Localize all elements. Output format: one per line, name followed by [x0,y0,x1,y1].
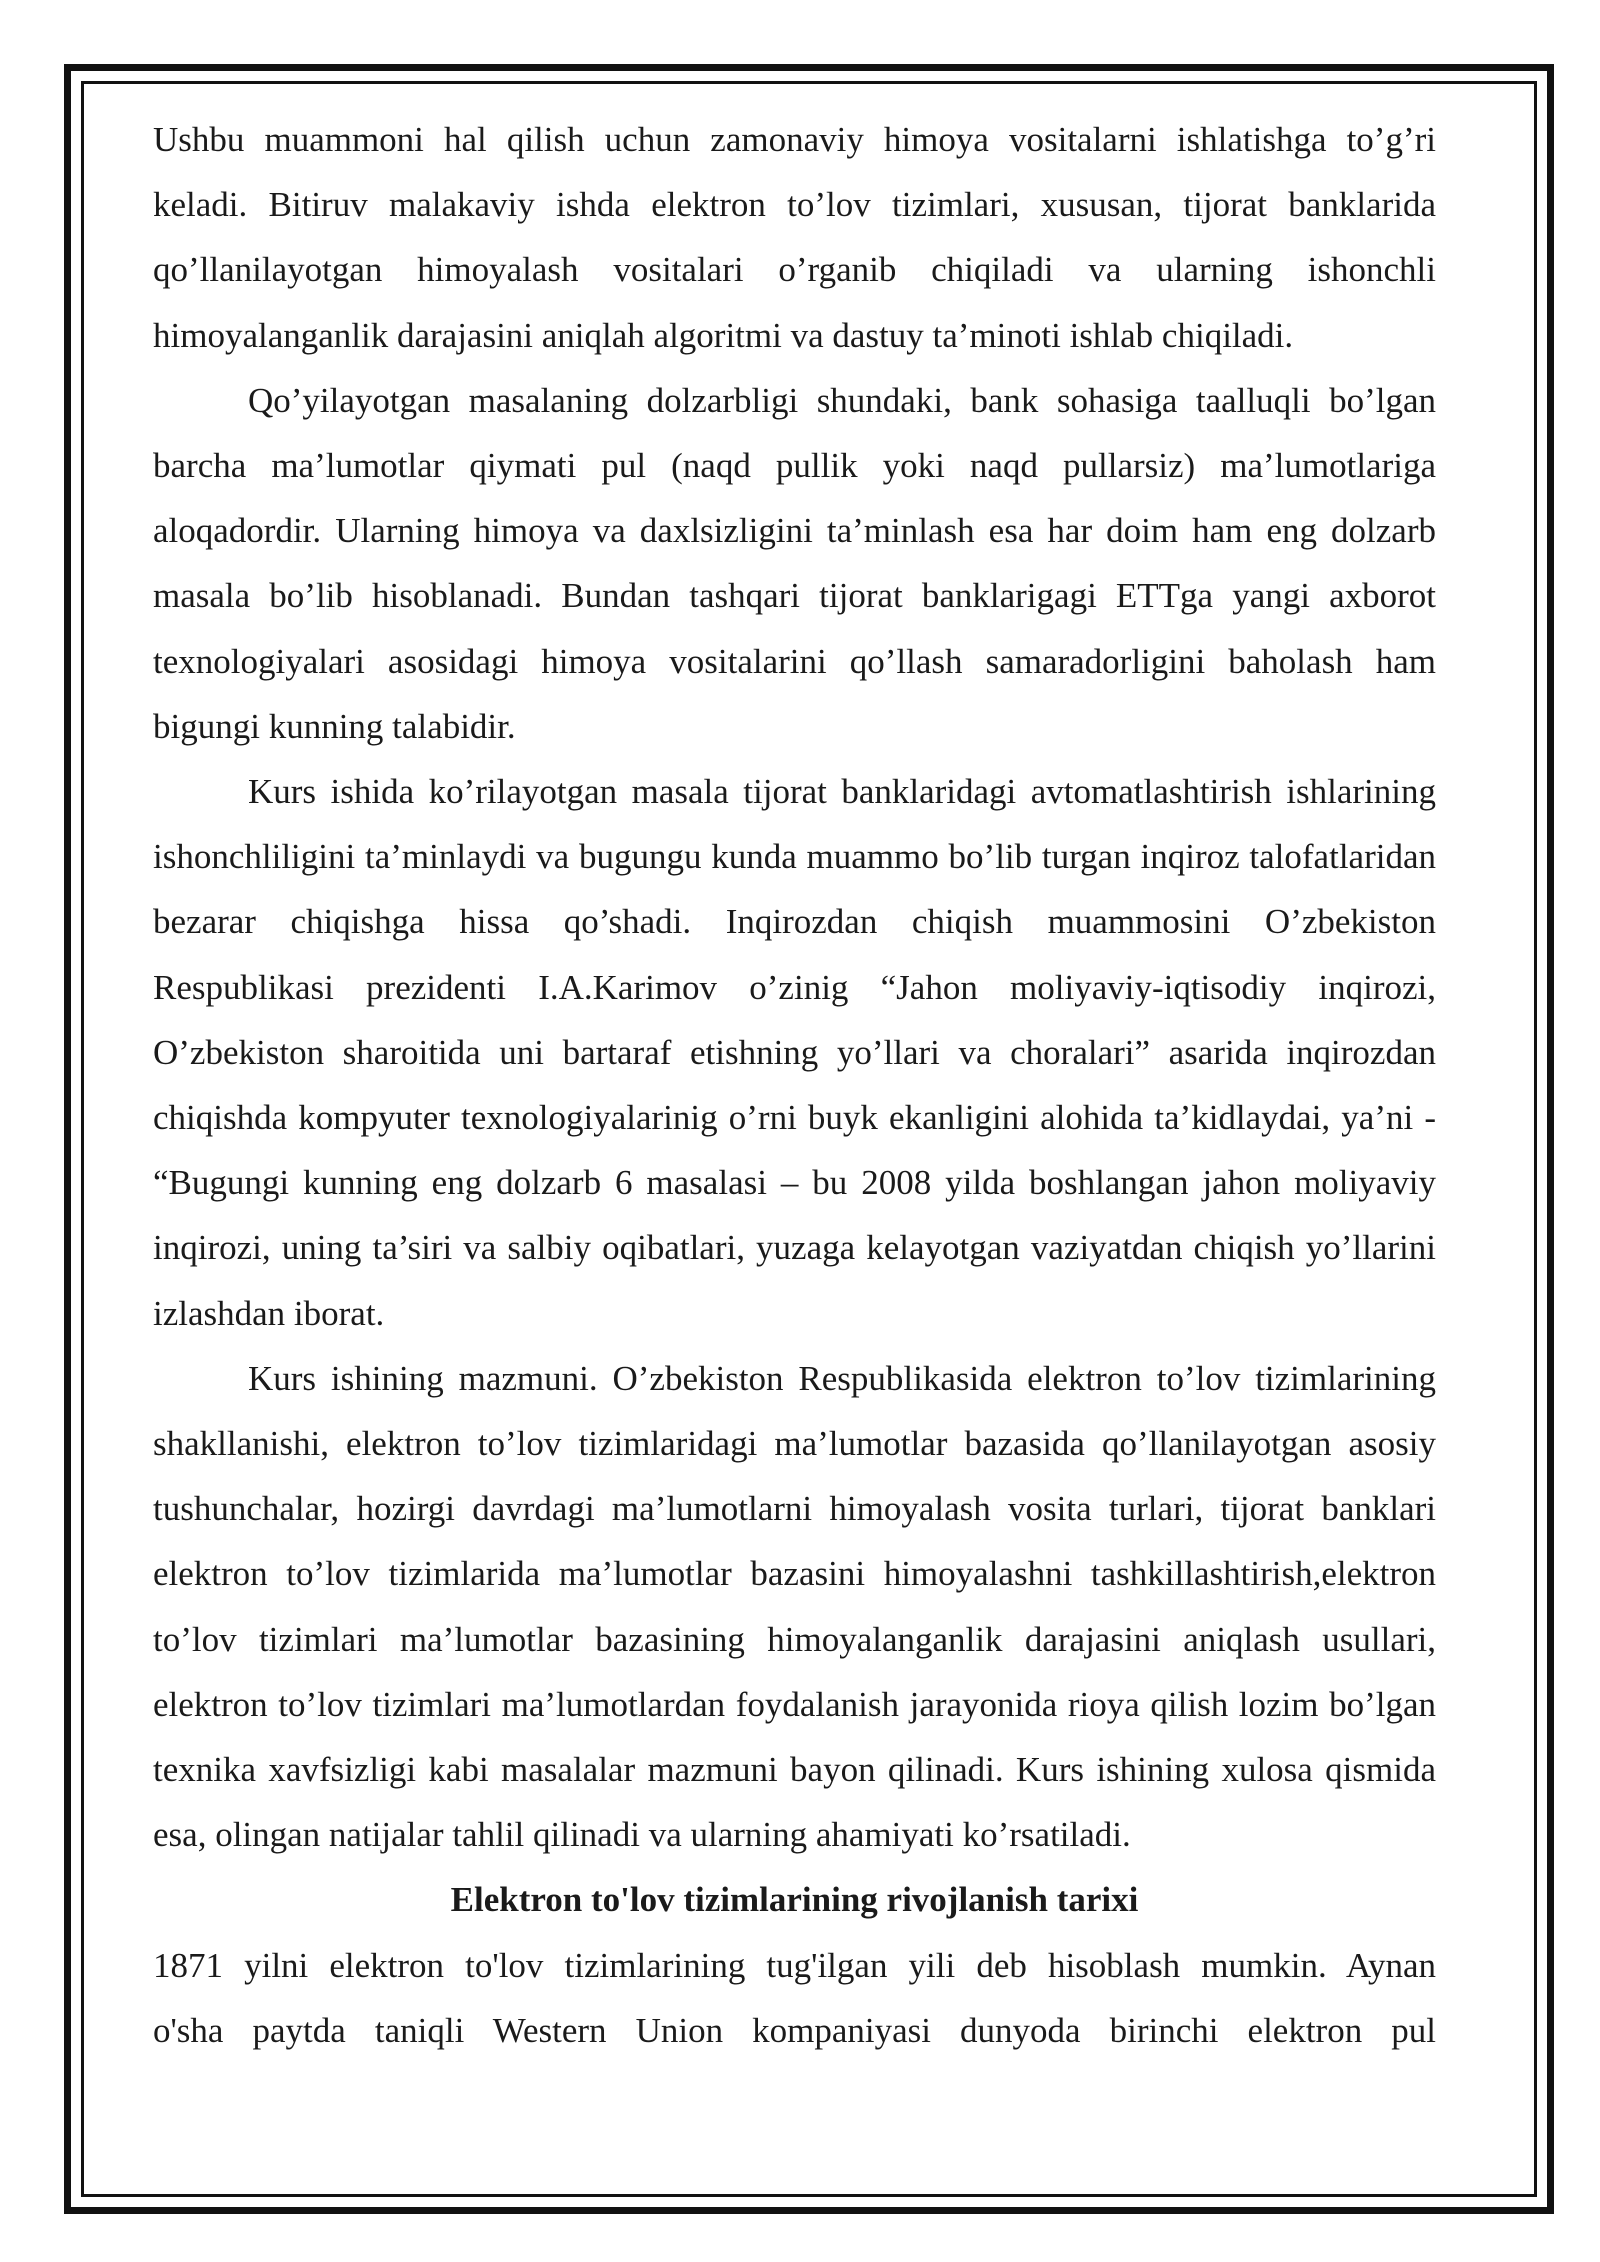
document-body [153,107,1436,2063]
paragraph-4: Kurs ishining mazmuni. O’zbekiston Respublikasida elektron to’lov tizimlarining shakllanishi, elektron to’lov tizimlaridagi ma’lumotlar bazasida qo’llanilayotgan asosiy tushunchalar, hozirgi davrdagi ma’lumotlarni himoyalash vosita turlari, tijorat banklari elektron to’lov tizimlarida ma’lumotlar bazasini himoyalashni tashkillashtirish,elektron to’lov tizimlari ma’lumotlar bazasining himoyalanganlik darajasini aniqlash usullari, elektron to’lov tizimlari ma’lumotlardan foydalanish jarayonida rioya qilish lozim bo’lgan texnika xavfsizligi kabi masalalar mazmuni bayon qilinadi. Kurs ishining xulosa qismida esa, olingan natijalar tahlil qilinadi va ularning ahamiyati ko’rsatiladi. [153,1358,1436,1855]
paragraph-5-line-1: 1871 yilni elektron to'lov tizimlarining tug'ilgan yili deb hisoblash mumkin. Aynan [153,1945,1436,1985]
paragraph-3: Kurs ishida ko’rilayotgan masala tijorat banklaridagi avtomatlashtirish ishlarining ishonchliligini ta’minlaydi va bugungu kunda muammo bo’lib turgan inqiroz talofatlaridan bezarar chiqishga hissa qo’shadi. Inqirozdan chiqish muammosini O’zbekiston Respublikasi prezidenti I.A.Karimov o’zinig “Jahon moliyaviy-iqtisodiy inqirozi, O’zbekiston sharoitida uni bartaraf etishning yo’llari va choralari” asarida inqirozdan chiqishda kompyuter texnologiyalarinig o’rni buyk ekanligini alohida ta’kidlaydai, ya’ni - “Bugungi kunning eng dolzarb 6 masalasi – bu 2008 yilda boshlangan jahon moliyaviy inqirozi, uning ta’siri va salbiy oqibatlari, yuzaga kelayotgan vaziyatdan chiqish yo’llarini izlashdan iborat. [153,772,1436,1333]
paragraph-2: Qo’yilayotgan masalaning dolzarbligi shundaki, bank sohasiga taalluqli bo’lgan barcha ma’lumotlar qiymati pul (naqd pullik yoki naqd pullarsiz) ma’lumotlariga aloqadordir. Ularning himoya va daxlsizligini ta’minlash esa har doim ham eng dolzarb masala bo’lib hisoblanadi. Bundan tashqari tijorat banklarigagi ETTga yangi axborot texnologiyalari asosidagi himoya vositalarini qo’llash samaradorligini baholash ham bigungi kunning talabidir. [153,380,1436,746]
paragraph-1: Ushbu muammoni hal qilish uchun zamonaviy himoya vositalarni ishlatishga to’g’ri keladi. Bitiruv malakaviy ishda elektron to’lov tizimlari, xususan, tijorat banklarida qo’llanilayotgan himoyalash vositalari o’rganib chiqiladi va ularning ishonchli himoyalanganlik darajasini aniqlah algoritmi va dastuy ta’minoti ishlab chiqiladi. [153,120,1436,355]
paragraph-5 [153,1933,1436,2063]
section-heading: Elektron to'lov tizimlarining rivojlanish tarixi [450,1880,1139,1920]
paragraph-5-line-2: o'sha paytda taniqli Western Union kompaniyasi dunyoda birinchi elektron pul [153,2010,1436,2050]
